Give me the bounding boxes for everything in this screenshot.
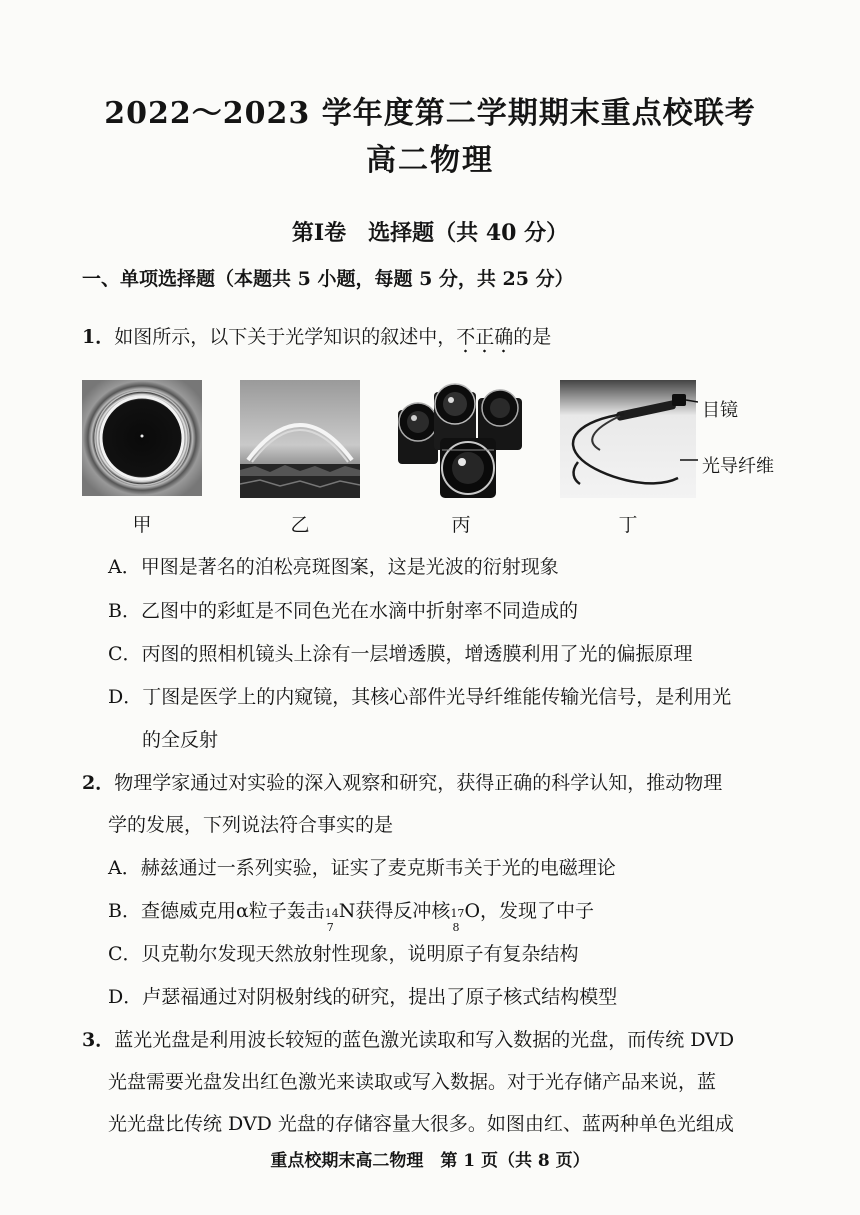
exam-subtitle: 高二物理 [366,143,494,178]
q1-option-b: B．乙图中的彩虹是不同色光在水滴中折射率不同造成的 [108,600,578,622]
section-heading: 一、单项选择题（本题共 5 小题，每题 5 分，共 25 分） [82,268,574,290]
question-2-stem-line2: 学的发展，下列说法符合事实的是 [108,814,394,836]
q2-option-d: D．卢瑟福通过对阴极射线的研究，提出了原子核式结构模型 [108,986,618,1008]
part-title: 第Ⅰ卷 选择题（共 40 分） [291,220,569,246]
q1-option-d-line2: 的全反射 [142,729,219,751]
q2-option-b [108,896,595,934]
label-eyepiece: 目镜 [702,400,738,421]
question-3-line1 [82,1025,734,1052]
q1-option-c: C．丙图的照相机镜头上涂有一层增透膜，增透膜利用了光的偏振原理 [108,643,693,665]
question-3-line3: 光光盘比传统 DVD 光盘的存储容量大很多。如图由红、蓝两种单色光组成 [108,1113,734,1135]
oxygen-atomic-number: 8 [452,921,460,934]
question-number: 1． [82,326,115,348]
q2-option-c: C．贝克勒尔发现天然放射性现象，说明原子有复杂结构 [108,943,579,965]
stem-text: 蓝光光盘是利用波长较短的蓝色激光读取和写入数据的光盘，而传统 DVD [114,1029,735,1051]
exam-title: 2022～2023 学年度第二学期期末重点校联考 [104,96,756,131]
option-b-text-mid: 获得反冲核 [355,900,451,922]
q2-option-a: A．赫兹通过一系列实验，证实了麦克斯韦关于光的电磁理论 [108,857,616,879]
poisson-spot-image [82,380,202,496]
page-footer: 重点校期末高二物理 第 1 页（共 8 页） [270,1151,590,1171]
oxygen-symbol: O [464,900,481,922]
caption-bing: 丙 [451,514,471,536]
question-number: 3． [82,1029,115,1051]
option-b-text: B．查德威克用α粒子轰击 [108,900,325,922]
question-3-line2: 光盘需要光盘发出红色激光来读取或写入数据。对于光存储产品来说，蓝 [108,1071,717,1093]
caption-jia: 甲 [132,514,152,536]
nitrogen-symbol: N [338,900,356,922]
nitrogen-atomic-number: 7 [326,921,334,934]
emphasis-text: 不正确 [456,326,513,354]
question-1-stem [82,322,551,349]
q1-option-a: A．甲图是著名的泊松亮斑图案，这是光波的衍射现象 [108,556,559,578]
rainbow-image [240,380,360,498]
option-b-text-end: ，发现了中子 [480,900,595,922]
nitrogen-mass-number: 14 [324,907,339,920]
question-2-stem-line1 [82,768,722,795]
label-optical-fiber: 光导纤维 [702,456,774,477]
camera-lens-image [396,380,526,500]
caption-yi: 乙 [290,514,310,536]
caption-ding: 丁 [618,514,638,536]
question-number: 2． [82,772,115,794]
endoscope-image [560,380,698,500]
q1-option-d-line1: D．丁图是医学上的内窥镜，其核心部件光导纤维能传输光信号，是利用光 [108,686,732,708]
oxygen-mass-number: 17 [450,907,465,920]
stem-text-end: 的是 [513,326,552,348]
stem-text: 如图所示，以下关于光学知识的叙述中， [114,326,457,348]
stem-text: 物理学家通过对实验的深入观察和研究，获得正确的科学认知，推动物理 [114,772,723,794]
